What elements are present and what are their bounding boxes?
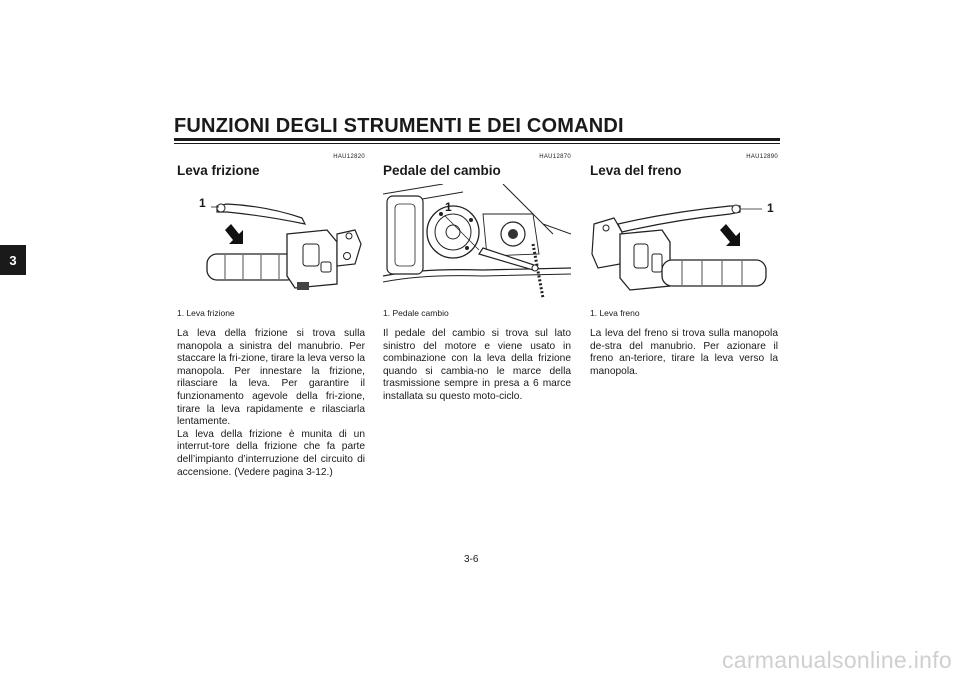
section-brake-lever (590, 148, 778, 378)
shift-pedal-illustration (383, 184, 571, 298)
section-code: HAU12890 (746, 154, 778, 160)
body-paragraph: La leva del freno si trova sulla manopola de-stra del manubrio. Per azionare il freno an-teriore, tirare la leva verso la manopola. (590, 328, 778, 377)
page-number: 3-6 (464, 554, 479, 565)
section-shift-pedal (383, 148, 571, 404)
brake-lever-illustration (590, 184, 778, 298)
brake-lever-drawing (590, 184, 778, 298)
page-title: FUNZIONI DEGLI STRUMENTI E DEI COMANDI (174, 115, 624, 137)
callout-number: 1 (767, 201, 774, 215)
body-paragraph: La leva della frizione si trova sulla manopola a sinistra del manubrio. Per staccare la fri-zione, tirare la leva verso la manopola. Per innestare la frizione, rilasciare la leva. Per garantire il funzionamento agevole della fri-zione, tirare la leva rapidamente e rilasciarla lentamente. (177, 328, 365, 428)
section-clutch-lever (177, 148, 365, 479)
section-title: Leva del freno (590, 163, 682, 178)
body-paragraph: Il pedale del cambio si trova sul lato sinistro del motore e viene usato in combinazione con la leva della frizione quando si cambia-no le marce della trasmissione sempre in presa a 6 marce installata su questo moto-ciclo. (383, 328, 571, 402)
body-paragraph: La leva della frizione è munita di un interrut-tore della frizione che fa parte dell’impianto d’interruzione del circuito di accensione. (Vedere pagina 3-12.) (177, 428, 365, 478)
section-body (590, 328, 778, 378)
section-code: HAU12820 (333, 154, 365, 160)
figure-caption: 1. Leva freno (590, 308, 640, 318)
section-title: Leva frizione (177, 163, 260, 178)
header-rule-thin (174, 143, 780, 144)
section-body (383, 328, 571, 404)
section-title: Pedale del cambio (383, 163, 501, 178)
shift-pedal-drawing (383, 184, 571, 298)
section-body (177, 328, 365, 479)
callout-number: 1 (445, 200, 452, 214)
callout-number: 1 (199, 196, 206, 210)
chapter-tab: 3 (0, 245, 26, 275)
figure-caption: 1. Leva frizione (177, 308, 235, 318)
clutch-lever-illustration (177, 184, 365, 298)
watermark: carmanualsonline.info (721, 647, 952, 673)
section-code: HAU12870 (539, 154, 571, 160)
figure-caption: 1. Pedale cambio (383, 308, 449, 318)
header-rule (174, 138, 780, 141)
